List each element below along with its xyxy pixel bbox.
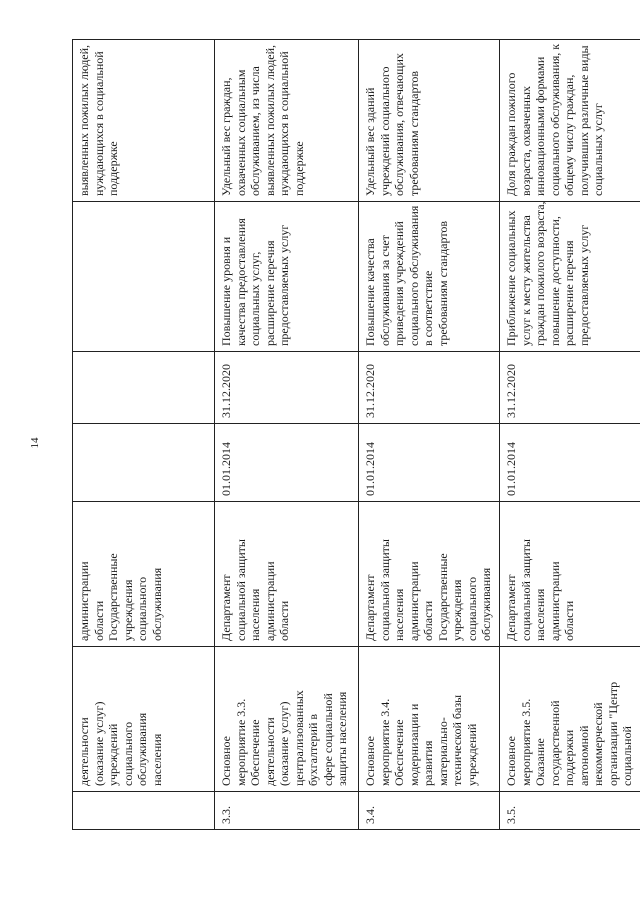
cell-text-line: некоммерческой xyxy=(591,702,605,786)
cell-text-line: организации "Центр xyxy=(605,681,620,786)
row-number: 3.4. xyxy=(363,806,377,824)
cell-text-line: администрации xyxy=(406,561,421,641)
cell-text-line: учреждений xyxy=(106,723,120,786)
measure-name-cell xyxy=(73,647,215,792)
cell-text-line: поддержке xyxy=(291,141,306,196)
cell-text-line: социальной защиты xyxy=(518,539,533,641)
cell-text-line: учреждений социального xyxy=(377,66,392,196)
cell-text-line: Удельный вес зданий xyxy=(363,87,377,196)
cell-text-line: социальной защиты xyxy=(233,539,248,641)
indicator-cell xyxy=(215,40,359,202)
cell-text-line: расширение перечня xyxy=(562,240,576,346)
cell-text-line: сфере социальной xyxy=(320,693,335,786)
start-date-cell xyxy=(359,424,500,502)
expected-result-cell xyxy=(73,202,215,352)
cell-text-line: администрации xyxy=(547,561,562,641)
end-date-cell xyxy=(215,352,359,424)
cell-text-line: услуг к месту жительства xyxy=(518,215,533,346)
cell-text-line: социального xyxy=(464,576,479,641)
cell-text-line: социальных услуг, xyxy=(248,251,262,346)
end-date: 31.12.2020 xyxy=(363,364,377,418)
indicator-cell xyxy=(359,40,500,202)
cell-text-line: повышение доступности, xyxy=(547,216,562,346)
cell-text-line: Основное xyxy=(504,736,518,786)
cell-text-line: обслуживания xyxy=(479,567,493,641)
cell-text-line: Основное xyxy=(219,736,233,786)
cell-text-line: Повышение качества xyxy=(363,238,377,346)
cell-text-line: граждан пожилого возраста, xyxy=(533,201,547,346)
executor-cell xyxy=(73,502,215,647)
cell-text-line: (оказание услуг) xyxy=(91,701,106,786)
cell-text-line: материально- xyxy=(435,717,450,786)
cell-text-line: населения xyxy=(533,588,547,641)
cell-text-line: Повышение уровня и xyxy=(219,236,233,346)
end-date: 31.12.2020 xyxy=(219,364,233,418)
cell-text-line: защиты населения xyxy=(335,691,349,786)
cell-text-line: администрации xyxy=(77,561,91,641)
start-date: 01.01.2014 xyxy=(363,442,377,496)
cell-text-line: выявленных пожилых людей, xyxy=(77,44,91,196)
cell-text-line: Департамент xyxy=(363,574,377,641)
cell-text-line: требованиям стандартов xyxy=(435,220,450,346)
cell-text-line: Государственные xyxy=(106,553,120,641)
cell-text-line: качества предоставления xyxy=(233,218,248,346)
measures-table xyxy=(72,39,640,830)
row-number-cell xyxy=(215,792,359,830)
table-row xyxy=(359,40,500,830)
cell-text-line: Департамент xyxy=(219,574,233,641)
cell-text-line: нуждающихся в социальной xyxy=(277,51,291,196)
cell-text-line: Обеспечение xyxy=(392,719,406,786)
cell-text-line: Основное xyxy=(363,736,377,786)
cell-text-line: общему числу граждан, xyxy=(562,74,576,196)
cell-text-line: требованиям стандартов xyxy=(406,70,421,196)
cell-text-line: области xyxy=(421,600,435,641)
cell-text-line: социальных услуг xyxy=(591,103,605,196)
cell-text-line: возраста, охваченных xyxy=(518,85,533,196)
cell-text-line: технической базы xyxy=(450,694,464,786)
cell-text-line: Обеспечение xyxy=(248,719,262,786)
cell-text-line: социального xyxy=(135,576,149,641)
cell-text-line: модернизации и xyxy=(406,703,421,786)
cell-text-line: обслуживания xyxy=(149,567,164,641)
indicator-cell xyxy=(500,40,640,202)
table-row xyxy=(73,40,215,830)
cell-text-line: в соответствие xyxy=(421,270,435,346)
start-date-cell xyxy=(500,424,640,502)
cell-text-line: государственной xyxy=(547,700,562,786)
measure-name-cell xyxy=(500,647,640,792)
end-date-cell xyxy=(359,352,500,424)
executor-cell xyxy=(359,502,500,647)
indicator-cell xyxy=(73,40,215,202)
cell-text-line: предоставляемых услуг xyxy=(576,224,591,346)
cell-text-line: учреждения xyxy=(120,579,135,641)
start-date: 01.01.2014 xyxy=(504,442,518,496)
cell-text-line: Удельный вес граждан, xyxy=(219,77,233,196)
cell-text-line: Приближение социальных xyxy=(504,210,518,346)
cell-text-line: поддержки xyxy=(562,729,576,786)
cell-text-line: учреждения xyxy=(450,579,464,641)
expected-result-cell xyxy=(500,202,640,352)
cell-text-line: Доля граждан пожилого xyxy=(504,72,518,196)
cell-text-line: Оказание xyxy=(533,738,547,786)
cell-text-line: обслуживания xyxy=(135,712,149,786)
cell-text-line: мероприятие 3.3. xyxy=(233,698,248,786)
cell-text-line: охваченных социальным xyxy=(233,69,248,196)
cell-text-line: обслуживания, отвечающих xyxy=(392,53,406,196)
cell-text-line: мероприятие 3.5. xyxy=(518,698,533,786)
measure-name-cell xyxy=(359,647,500,792)
row-number-cell xyxy=(359,792,500,830)
cell-text-line: автономной xyxy=(576,725,591,786)
cell-text-line: населения xyxy=(392,588,406,641)
cell-text-line: расширение перечня xyxy=(262,240,277,346)
start-date-cell xyxy=(215,424,359,502)
row-number: 3.5. xyxy=(504,806,518,824)
start-date-cell xyxy=(73,424,215,502)
expected-result-cell xyxy=(215,202,359,352)
cell-text-line: (оказание услуг) xyxy=(277,701,291,786)
measures-table-body xyxy=(73,40,640,830)
cell-text-line: обслуживания за счет xyxy=(377,235,392,346)
cell-text-line: населения xyxy=(248,588,262,641)
row-number-cell xyxy=(500,792,640,830)
cell-text-line: социального обслуживания, к xyxy=(547,43,562,196)
page-number: 14 xyxy=(29,437,41,449)
cell-text-line: деятельности xyxy=(77,717,91,786)
cell-text-line: выявленных пожилых людей, xyxy=(262,44,277,196)
executor-cell xyxy=(500,502,640,647)
end-date: 31.12.2020 xyxy=(504,364,518,418)
start-date: 01.01.2014 xyxy=(219,442,233,496)
cell-text-line: социального xyxy=(120,721,135,786)
table-row xyxy=(500,40,640,830)
cell-text-line: инновационными формами xyxy=(533,56,547,196)
cell-text-line: Государственные xyxy=(435,553,450,641)
cell-text-line: мероприятие 3.4. xyxy=(377,698,392,786)
cell-text-line: получивших различные виды xyxy=(576,45,591,196)
cell-text-line: развития xyxy=(421,740,435,786)
cell-text-line: Департамент xyxy=(504,574,518,641)
measure-name-cell xyxy=(215,647,359,792)
row-number: 3.3. xyxy=(219,806,233,824)
end-date-cell xyxy=(73,352,215,424)
cell-text-line: обслуживанием, из числа xyxy=(248,66,262,196)
cell-text-line: социальной защиты xyxy=(377,539,392,641)
cell-text-line: предоставляемых услуг xyxy=(277,224,291,346)
cell-text-line: централизованных xyxy=(291,690,306,786)
cell-text-line: поддержке xyxy=(106,141,120,196)
cell-text-line: области xyxy=(91,600,106,641)
cell-text-line: социального обслуживания xyxy=(406,205,421,346)
end-date-cell xyxy=(500,352,640,424)
cell-text-line: населения xyxy=(149,733,164,786)
cell-text-line: учреждений xyxy=(464,723,479,786)
cell-text-line: бухгалтерий в xyxy=(306,713,320,786)
cell-text-line: приведения учреждений xyxy=(392,221,406,346)
cell-text-line: области xyxy=(562,600,576,641)
expected-result-cell xyxy=(359,202,500,352)
cell-text-line: социальной xyxy=(620,726,634,786)
table-row xyxy=(215,40,359,830)
cell-text-line: администрации xyxy=(262,561,277,641)
cell-text-line: нуждающихся в социальной xyxy=(91,51,106,196)
cell-text-line: области xyxy=(277,600,291,641)
cell-text-line: деятельности xyxy=(262,717,277,786)
row-number-cell xyxy=(73,792,215,830)
executor-cell xyxy=(215,502,359,647)
rotated-page-content xyxy=(72,40,640,830)
